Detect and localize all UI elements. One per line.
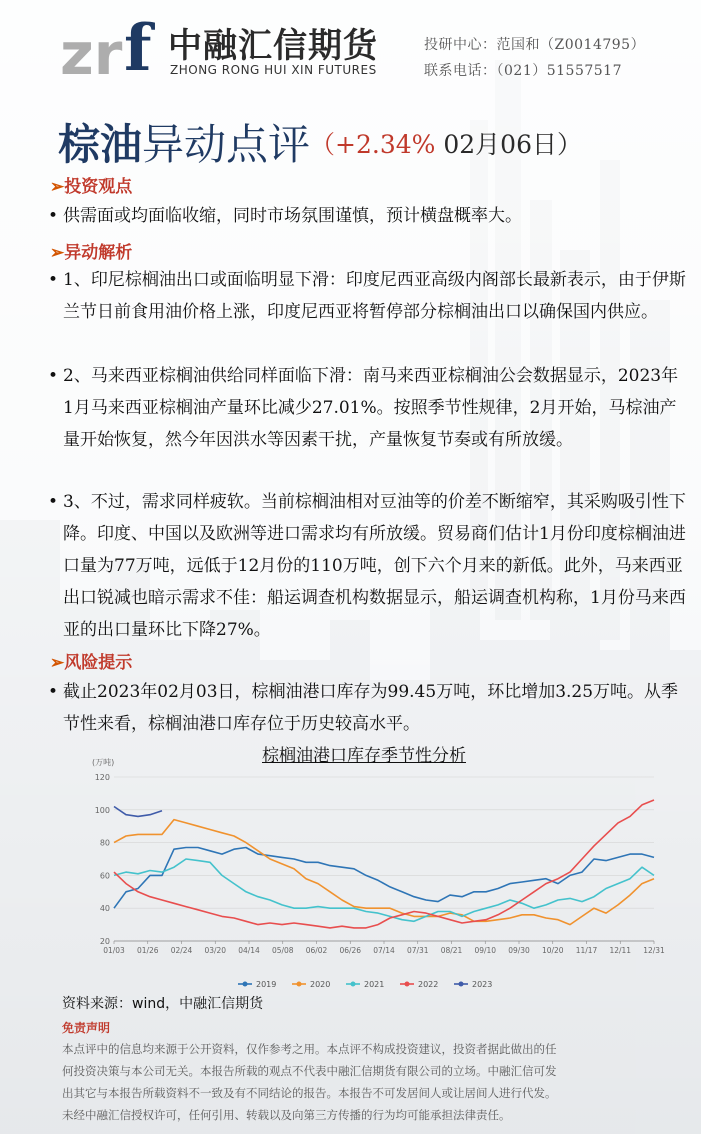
- page-title: [58, 112, 582, 172]
- title-main: 棕油: [58, 120, 143, 169]
- zrf-logo-mark: [60, 12, 170, 82]
- section-risk: ➢风险提示: [50, 653, 133, 673]
- x-tick-label: 08/21: [440, 946, 463, 955]
- list-item: • 截止2023年02月03日，棕榈油港口库存为99.45万吨，环比增加3.25万吨。从季节性来看，棕榈油港口库存位于历史较高水平。: [48, 682, 679, 734]
- x-tick-label: 01/26: [136, 946, 159, 955]
- x-tick-label: 12/11: [609, 946, 632, 955]
- arrow-icon: ➢: [50, 243, 65, 263]
- source-note: 资料来源：wind，中融汇信期货: [62, 996, 264, 1012]
- inventory-seasonal-chart: [88, 752, 668, 992]
- legend-label-2023: 2023: [472, 980, 493, 989]
- x-tick-label: 10/20: [541, 946, 564, 955]
- x-tick-label: 02/24: [170, 946, 193, 955]
- list-item: • 3、不过，需求同样疲软。当前棕榈油相对豆油等的价差不断缩窄，其采购吸引性下降。印度、中国以及欧洲等进口需求均有所放缓。贸易商们估计1月份印度棕榈油进口量为77万吨，远低于12月份的110万吨，创下六个月来的新低。此外，马来西亚出口锐减也暗示需求不佳：船运调查机构数据显示，船运调查机构称，1月份马来西亚的出口量环比下降27%。: [48, 492, 686, 640]
- legend-marker-2021: [351, 982, 356, 987]
- legend-marker-2019: [243, 982, 248, 987]
- legend-label-2022: 2022: [418, 980, 439, 989]
- x-tick-label: 07/31: [406, 946, 429, 955]
- disclaimer-line: 何投资决策与本公司无关。本报告所载的观点不代表中融汇信期货有限公司的立场。中融汇信可发: [62, 1064, 557, 1078]
- disclaimer-line: 出其它与本报告所载资料不一致及有不同结论的报告。本报告不可发居间人或让居间人进行代发。: [62, 1086, 557, 1100]
- legend-marker-2023: [459, 982, 464, 987]
- list-item: • 2、马来西亚棕榈油供给同样面临下滑：南马来西亚棕榈油公会数据显示，2023年1月马来西亚棕榈油产量环比减少27.01%。按照季节性规律，2月开始，马棕油产量开始恢复，然今年因洪水等因素干扰，产量恢复节奏或有所放缓。: [48, 366, 679, 450]
- x-tick-label: 01/03: [103, 946, 125, 955]
- legend-label-2020: 2020: [310, 980, 331, 989]
- section-analysis: ➢异动解析: [50, 243, 133, 263]
- x-tick-label: 11/17: [575, 946, 598, 955]
- legend-label-2021: 2021: [364, 980, 385, 989]
- contact-phone: 联系电话：（021）51557517: [424, 63, 622, 79]
- title-change: （+2.34%: [310, 130, 436, 159]
- legend-marker-2020: [297, 982, 302, 987]
- x-tick-label: 07/14: [373, 946, 395, 955]
- x-tick-label: 12/31: [643, 946, 665, 955]
- x-tick-label: 04/14: [238, 946, 260, 955]
- x-tick-label: 06/02: [305, 946, 328, 955]
- disclaimer-line: 本点评中的信息均来源于公开资料，仅作参考之用。本点评不构成投资建议，投资者据此做出的任: [62, 1042, 557, 1056]
- y-tick-label: 120: [94, 773, 110, 782]
- series-line-2023: [114, 807, 162, 817]
- y-tick-label: 20: [99, 937, 110, 946]
- section-investment-view: ➢投资观点: [50, 177, 133, 197]
- x-tick-label: 05/08: [271, 946, 294, 955]
- y-tick-label: 60: [99, 871, 110, 881]
- x-tick-label: 09/30: [508, 946, 530, 955]
- logo-chinese-name: 中融汇信期货: [168, 26, 378, 66]
- title-sub: 异动点评: [142, 120, 311, 169]
- x-tick-label: 09/10: [474, 946, 497, 955]
- legend-marker-2022: [405, 982, 410, 987]
- svg-text:f: f: [124, 12, 152, 82]
- contact-research: 投研中心：范国和（Z0014795）: [424, 37, 646, 53]
- disclaimer-title: 免责声明: [62, 1021, 111, 1035]
- logo-english-name: ZHONG RONG HUI XIN FUTURES: [170, 63, 377, 77]
- y-tick-label: 100: [94, 805, 110, 815]
- x-tick-label: 03/20: [204, 946, 227, 955]
- y-tick-label: 80: [99, 838, 110, 848]
- y-axis-unit-label: (万吨): [92, 758, 115, 767]
- list-item: • 供需面或均面临收缩，同时市场氛围谨慎，预计横盘概率大。: [48, 206, 522, 226]
- legend-label-2019: 2019: [256, 980, 277, 989]
- disclaimer-line: 未经中融汇信授权许可，任何引用、转载以及向第三方传播的行为均可能承担法律责任。: [62, 1108, 511, 1122]
- chart-title: 棕榈油港口库存季节性分析: [262, 746, 466, 766]
- y-tick-label: 40: [99, 904, 110, 914]
- arrow-icon: ➢: [50, 177, 65, 197]
- x-tick-label: 06/26: [339, 946, 362, 955]
- svg-text:zr: zr: [60, 20, 123, 82]
- arrow-icon: ➢: [50, 653, 65, 673]
- list-item: • 1、印尼棕榈油出口或面临明显下滑：印度尼西亚高级内阁部长最新表示，由于伊斯兰节日前食用油价格上涨，印度尼西亚将暂停部分棕榈油出口以确保国内供应。: [48, 270, 686, 322]
- title-date: 02月06日）: [435, 130, 582, 159]
